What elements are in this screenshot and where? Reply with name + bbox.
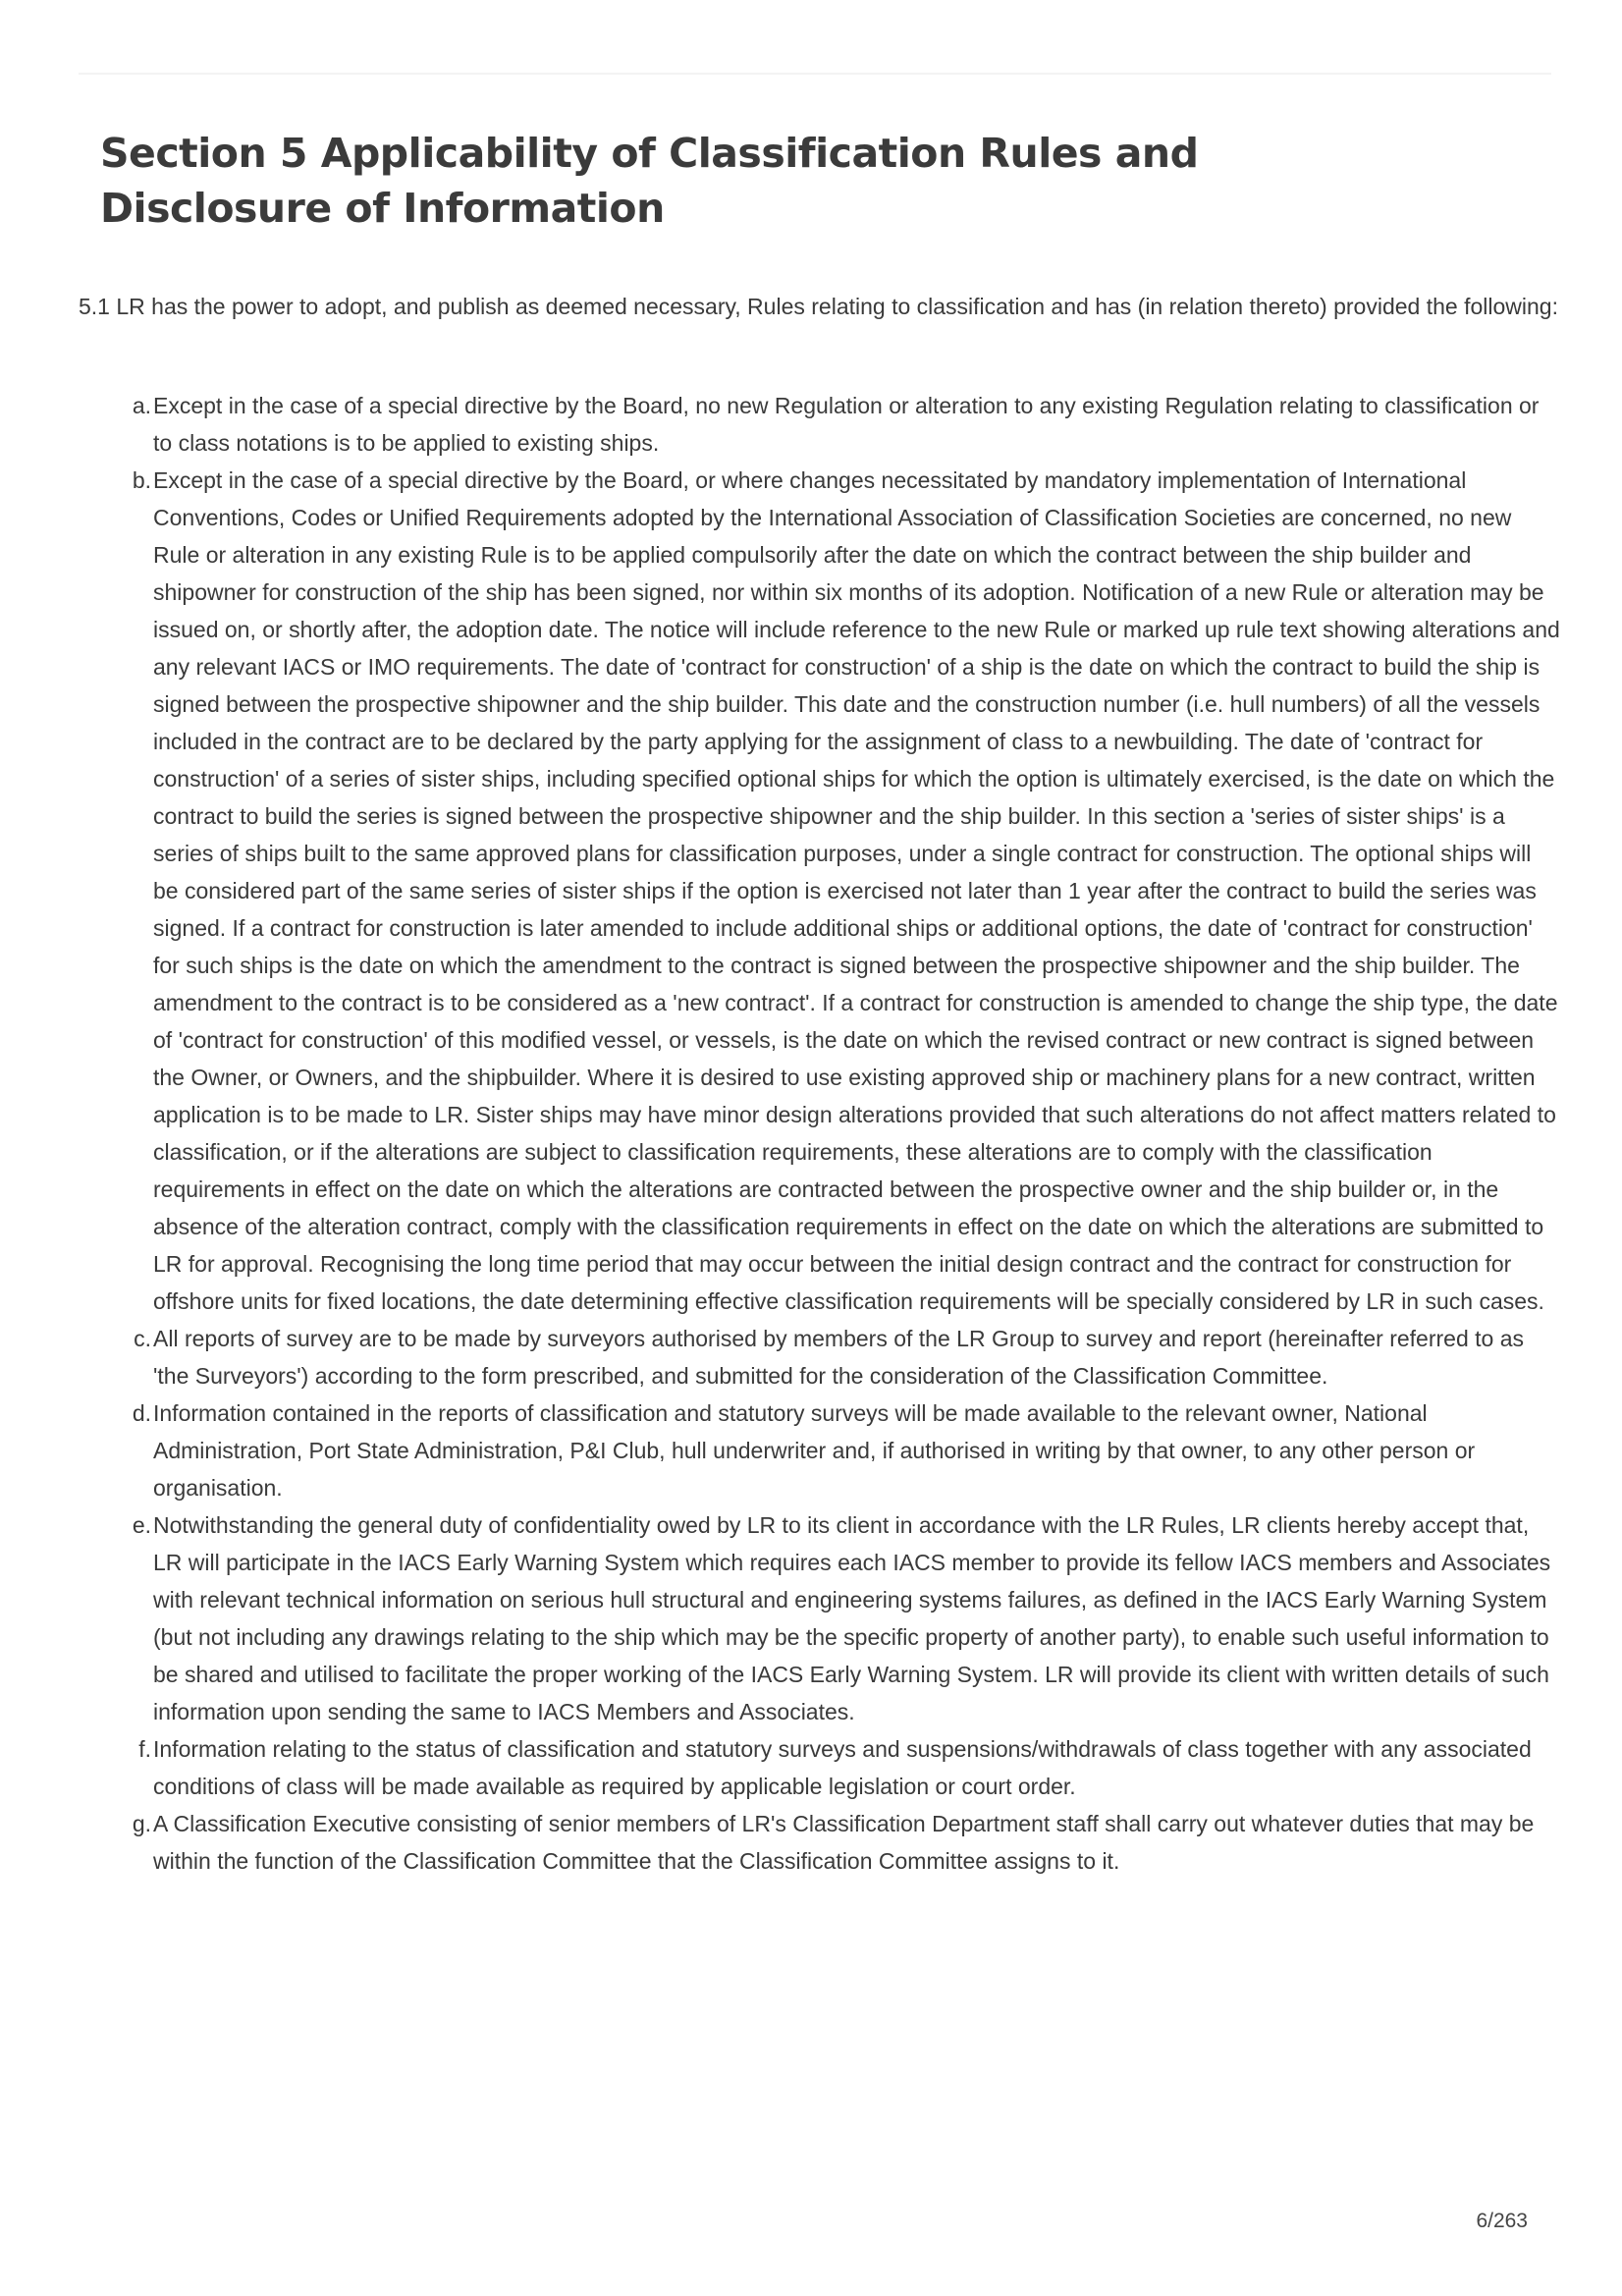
header-divider bbox=[79, 73, 1551, 75]
list-item-b bbox=[79, 462, 1561, 1320]
list-item-text: Except in the case of a special directive by the Board, or where changes necessitated by mandatory implementation of International Conventions, Codes or Unified Requirements adopted by the International Association of Classification Societies are concerned, no new Rule or alteration in any existing Rule is to be applied compulsorily after the date on which the contract between the ship builder and shipowner for construction of the ship has been signed, nor within six months of its adoption. Notification of a new Rule or alteration may be issued on, or shortly after, the adoption date. The notice will include reference to the new Rule or marked up rule text showing alterations and any relevant IACS or IMO requirements. The date of 'contract for construction' of a ship is the date on which the contract to build the ship is signed between the prospective shipowner and the ship builder. This date and the construction number (i.e. hull numbers) of all the vessels included in the contract are to be declared by the party applying for the assignment of class to a newbuilding. The date of 'contract for construction' of a series of sister ships, including specified optional ships for which the option is ultimately exercised, is the date on which the contract to build the series is signed between the prospective shipowner and the ship builder. In this section a 'series of sister ships' is a series of ships built to the same approved plans for classification purposes, under a single contract for construction. The optional ships will be considered part of the same series of sister ships if the option is exercised not later than 1 year after the contract to build the series was signed. If a contract for construction is later amended to include additional ships or additional options, the date of 'contract for construction' for such ships is the date on which the amendment to the contract is signed between the prospective shipowner and the ship builder. The amendment to the contract is to be considered as a 'new contract'. If a contract for construction is amended to change the ship type, the date of 'contract for construction' of this modified vessel, or vessels, is the date on which the revised contract or new contract is signed between the Owner, or Owners, and the shipbuilder. Where it is desired to use existing approved ship or machinery plans for a new contract, written application is to be made to LR. Sister ships may have minor design alterations provided that such alterations do not affect matters related to classification, or if the alterations are subject to classification requirements, these alterations are to comply with the classification requirements in effect on the date on which the alterations are contracted between the prospective owner and the ship builder or, in the absence of the alteration contract, comply with the classification requirements in effect on the date on which the alterations are submitted to LR for approval. Recognising the long time period that may occur between the initial design contract and the contract for construction for offshore units for fixed locations, the date determining effective classification requirements will be specially considered by LR in such cases. bbox=[153, 467, 1560, 1314]
list-marker: g. bbox=[132, 1811, 151, 1836]
list-item-g bbox=[79, 1805, 1561, 1880]
list-item-text: Except in the case of a special directive by the Board, no new Regulation or alteration to any existing Regulation relating to classification or to class notations is to be applied to existing ships. bbox=[153, 393, 1540, 456]
list-marker: b. bbox=[132, 467, 151, 493]
list-item-text: Information relating to the status of classification and statutory surveys and suspensions/withdrawals of class together with any associated conditions of class will be made available as required by applicable legislation or court order. bbox=[153, 1736, 1532, 1799]
list-item-text: Information contained in the reports of classification and statutory surveys will be made available to the relevant owner, National Administration, Port State Administration, P&I Club, hull underwriter and, if authorised in writing by that owner, to any other person or organisation. bbox=[153, 1400, 1476, 1501]
list-item-f bbox=[79, 1730, 1561, 1805]
list-marker: f. bbox=[138, 1736, 151, 1762]
list-item-a bbox=[79, 387, 1561, 462]
list-item-c bbox=[79, 1320, 1561, 1394]
list-marker: d. bbox=[132, 1400, 151, 1426]
clause-list bbox=[79, 387, 1561, 1880]
list-marker: c. bbox=[134, 1326, 151, 1351]
list-item-text: All reports of survey are to be made by surveyors authorised by members of the LR Group to survey and report (hereinafter referred to as 'the Surveyors') according to the form prescribed, and submitted for the consideration of the Classification Committee. bbox=[153, 1326, 1524, 1389]
intro-paragraph: 5.1 LR has the power to adopt, and publish as deemed necessary, Rules relating to classification and has (in relation thereto) provided the following: bbox=[79, 294, 1558, 319]
list-item-d bbox=[79, 1394, 1561, 1506]
list-item-text: A Classification Executive consisting of senior members of LR's Classification Department staff shall carry out whatever duties that may be within the function of the Classification Committee that the Classification Committee assigns to it. bbox=[153, 1811, 1535, 1874]
page-title: Section 5 Applicability of Classification Rules and Disclosure of Information bbox=[100, 130, 1199, 232]
list-marker: a. bbox=[132, 393, 151, 418]
list-marker: e. bbox=[132, 1512, 151, 1538]
list-item-text: Notwithstanding the general duty of confidentiality owed by LR to its client in accordance with the LR Rules, LR clients hereby accept that, LR will participate in the IACS Early Warning System which requires each IACS member to provide its fellow IACS members and Associates with relevant technical information on serious hull structural and engineering systems failures, as defined in the IACS Early Warning System (but not including any drawings relating to the ship which may be the specific property of another party), to enable such useful information to be shared and utilised to facilitate the proper working of the IACS Early Warning System. LR will provide its client with written details of such information upon sending the same to IACS Members and Associates. bbox=[153, 1512, 1551, 1724]
list-item-e bbox=[79, 1506, 1561, 1730]
page-number: 6/263 bbox=[1476, 2210, 1528, 2232]
